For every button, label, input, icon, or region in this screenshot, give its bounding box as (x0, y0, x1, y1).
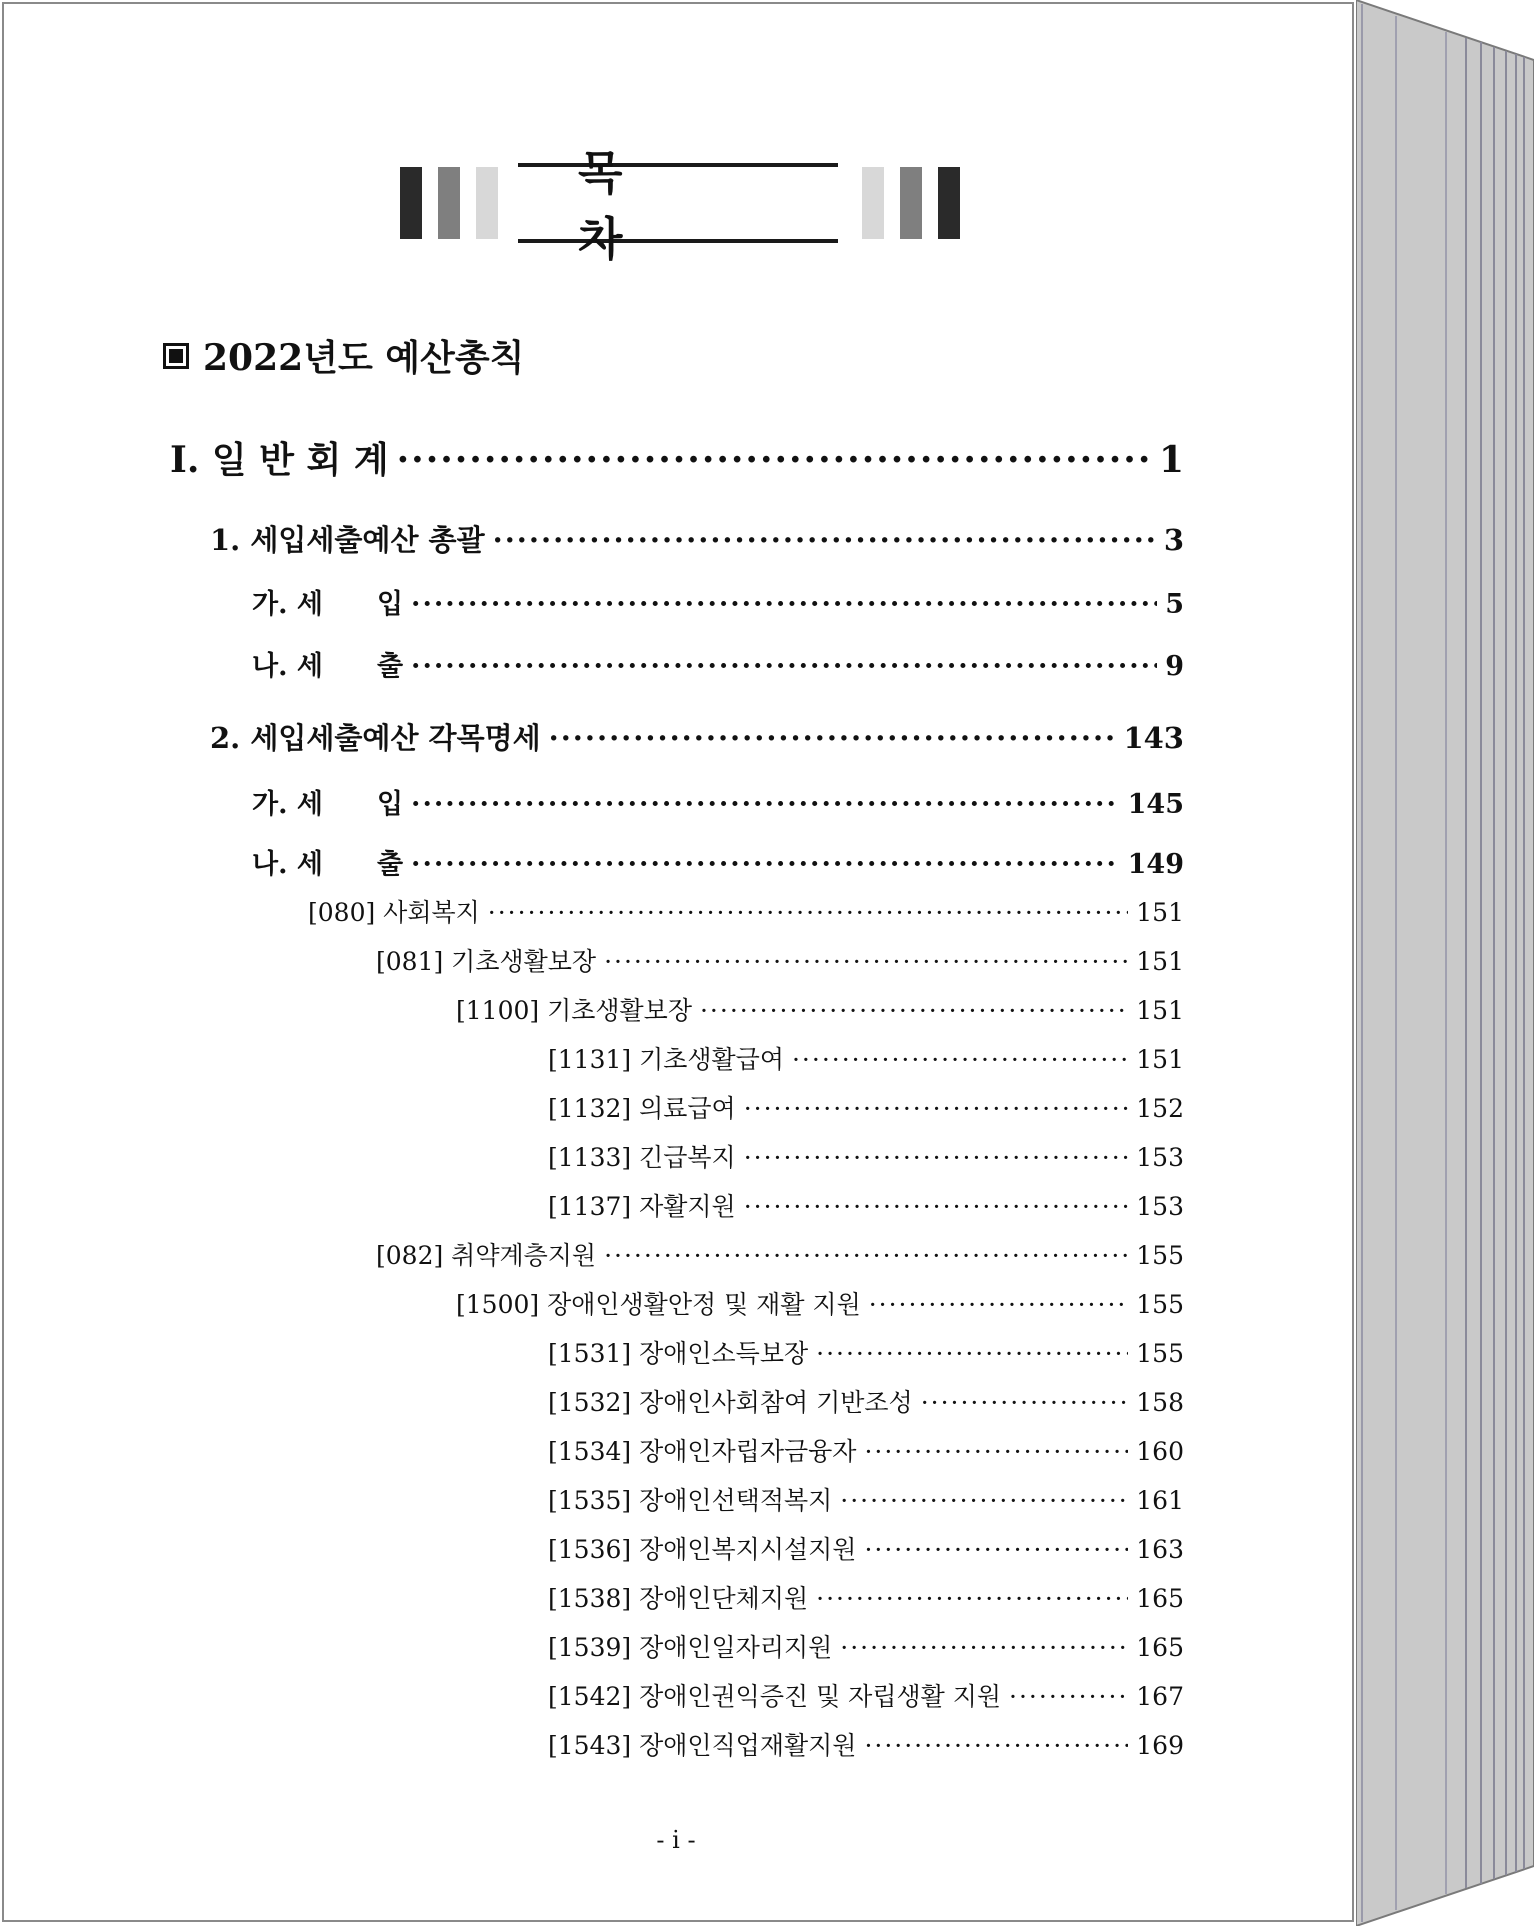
toc-entry[interactable] (170, 432, 1184, 483)
leader-dots (411, 651, 1157, 682)
toc-entry[interactable] (548, 1383, 1184, 1419)
toc-entry-page: 151 (1136, 996, 1184, 1025)
toc-entry-page: 165 (1136, 1584, 1184, 1613)
toc-entry-page: 155 (1136, 1290, 1184, 1319)
toc-entry-page: 145 (1127, 789, 1184, 820)
toc-entry-page: 149 (1127, 849, 1184, 880)
title-bar-left-light (476, 167, 498, 239)
toc-entry-label: [1539] 장애인일자리지원 (548, 1633, 833, 1662)
toc-entry[interactable] (252, 644, 1184, 683)
toc-entry-label: [082] 취약계층지원 (376, 1241, 597, 1270)
toc-entry-page: 9 (1165, 651, 1184, 682)
leader-dots (1009, 1682, 1128, 1711)
toc-entry[interactable] (548, 1628, 1184, 1664)
toc-entry-label: [080] 사회복지 (308, 898, 480, 927)
leader-dots (604, 947, 1128, 976)
toc-entry[interactable] (548, 1432, 1184, 1468)
leader-dots (700, 996, 1128, 1025)
toc-entry-label: [1131] 기초생활급여 (548, 1045, 784, 1074)
leader-dots (921, 1388, 1129, 1417)
toc-entry[interactable] (548, 1481, 1184, 1517)
toc-entry-label: 나. 세 출 (252, 849, 404, 880)
leader-dots (744, 1094, 1129, 1123)
toc-entry[interactable] (252, 842, 1184, 881)
toc-entry[interactable] (548, 1334, 1184, 1370)
toc-entry[interactable] (548, 1579, 1184, 1615)
toc-entry-page: 151 (1136, 947, 1184, 976)
leader-dots (792, 1045, 1128, 1074)
toc-entry-page: 151 (1136, 898, 1184, 927)
leader-dots (488, 898, 1129, 927)
toc-entry-label: [1534] 장애인자립자금융자 (548, 1437, 857, 1466)
leader-dots (864, 1437, 1128, 1466)
toc-entry-page: 152 (1136, 1094, 1184, 1123)
toc-entry-label: [1133] 긴급복지 (548, 1143, 736, 1172)
toc-entry[interactable] (456, 991, 1184, 1027)
toc-entry-label: [1531] 장애인소득보장 (548, 1339, 809, 1368)
toc-entry-page: 155 (1136, 1241, 1184, 1270)
toc-entry-label: [1532] 장애인사회참여 기반조성 (548, 1388, 913, 1417)
leader-dots (840, 1633, 1128, 1662)
toc-entry-label: 2. 세입세출예산 각목명세 (210, 721, 541, 755)
title-bar-left-dark (400, 167, 422, 239)
leader-dots (864, 1731, 1128, 1760)
toc-entry-label: [1132] 의료급여 (548, 1094, 736, 1123)
title-bar-left-mid (438, 167, 460, 239)
toc-entry[interactable] (548, 1040, 1184, 1076)
toc-entry[interactable] (376, 1236, 1184, 1272)
toc-entry-page: 153 (1136, 1192, 1184, 1221)
toc-entry-label: [1538] 장애인단체지원 (548, 1584, 809, 1613)
page-number-footer: - i - (656, 1826, 696, 1854)
toc-entry[interactable] (210, 518, 1184, 559)
toc-entry[interactable] (548, 1677, 1184, 1713)
leader-dots (411, 589, 1157, 620)
toc-entry-label: [1500] 장애인생활안정 및 재활 지원 (456, 1290, 861, 1319)
toc-entry-page: 163 (1136, 1535, 1184, 1564)
leader-dots (744, 1143, 1129, 1172)
toc-entry-label: 가. 세 입 (252, 789, 404, 820)
toc-entry[interactable] (252, 782, 1184, 821)
toc-entry-page: 161 (1136, 1486, 1184, 1515)
title-bar-right-dark (938, 167, 960, 239)
toc-entry[interactable] (376, 942, 1184, 978)
leader-dots (864, 1535, 1128, 1564)
title-bar-right-light (862, 167, 884, 239)
title-bar-right-mid (900, 167, 922, 239)
toc-entry-label: 나. 세 출 (252, 651, 404, 682)
toc-entry-label: Ⅰ. 일 반 회 계 (170, 439, 389, 481)
toc-entry-label: [1137] 자활지원 (548, 1192, 736, 1221)
page-title: 목 차 (518, 163, 838, 243)
toc-entry-label: [081] 기초생활보장 (376, 947, 597, 976)
toc-entry-page: 158 (1136, 1388, 1184, 1417)
leader-dots (549, 721, 1116, 755)
leader-dots (397, 439, 1151, 481)
toc-entry-label: [1542] 장애인권익증진 및 자립생활 지원 (548, 1682, 1002, 1711)
toc-entry[interactable] (548, 1530, 1184, 1566)
toc-entry-page: 155 (1136, 1339, 1184, 1368)
toc-entry-page: 165 (1136, 1633, 1184, 1662)
toc-entry-label: 1. 세입세출예산 총괄 (210, 523, 485, 557)
filled-square-icon (163, 343, 189, 369)
toc-entry-page: 169 (1136, 1731, 1184, 1760)
toc-entry-label: [1100] 기초생활보장 (456, 996, 692, 1025)
toc-entry-page: 160 (1136, 1437, 1184, 1466)
leader-dots (411, 789, 1120, 820)
toc-entry[interactable] (210, 716, 1184, 757)
toc-entry-label: [1543] 장애인직업재활지원 (548, 1731, 857, 1760)
toc-entry[interactable] (308, 893, 1184, 929)
toc-entry-page: 3 (1163, 523, 1184, 557)
toc-entry[interactable] (548, 1138, 1184, 1174)
leader-dots (411, 849, 1120, 880)
toc-entry-page: 151 (1136, 1045, 1184, 1074)
leader-dots (816, 1339, 1128, 1368)
toc-entry-page: 143 (1123, 721, 1184, 755)
leader-dots (744, 1192, 1129, 1221)
toc-entry-page: 153 (1136, 1143, 1184, 1172)
section-heading-text: 2022년도 예산총칙 (203, 337, 525, 379)
leader-dots (840, 1486, 1128, 1515)
toc-entry-label: [1536] 장애인복지시설지원 (548, 1535, 857, 1564)
book-page-edges (1356, 0, 1534, 1926)
section-heading (163, 330, 524, 381)
toc-entry[interactable] (252, 582, 1184, 621)
toc-entry[interactable] (456, 1285, 1184, 1321)
toc-entry[interactable] (548, 1089, 1184, 1125)
toc-entry-page: 1 (1158, 439, 1184, 481)
toc-entry[interactable] (548, 1187, 1184, 1223)
toc-entry[interactable] (548, 1726, 1184, 1762)
leader-dots (816, 1584, 1128, 1613)
leader-dots (604, 1241, 1128, 1270)
leader-dots (493, 523, 1156, 557)
toc-entry-page: 167 (1136, 1682, 1184, 1711)
leader-dots (869, 1290, 1129, 1319)
toc-title-block (400, 146, 960, 266)
toc-entry-label: [1535] 장애인선택적복지 (548, 1486, 833, 1515)
toc-entry-label: 가. 세 입 (252, 589, 404, 620)
toc-entry-page: 5 (1165, 589, 1184, 620)
